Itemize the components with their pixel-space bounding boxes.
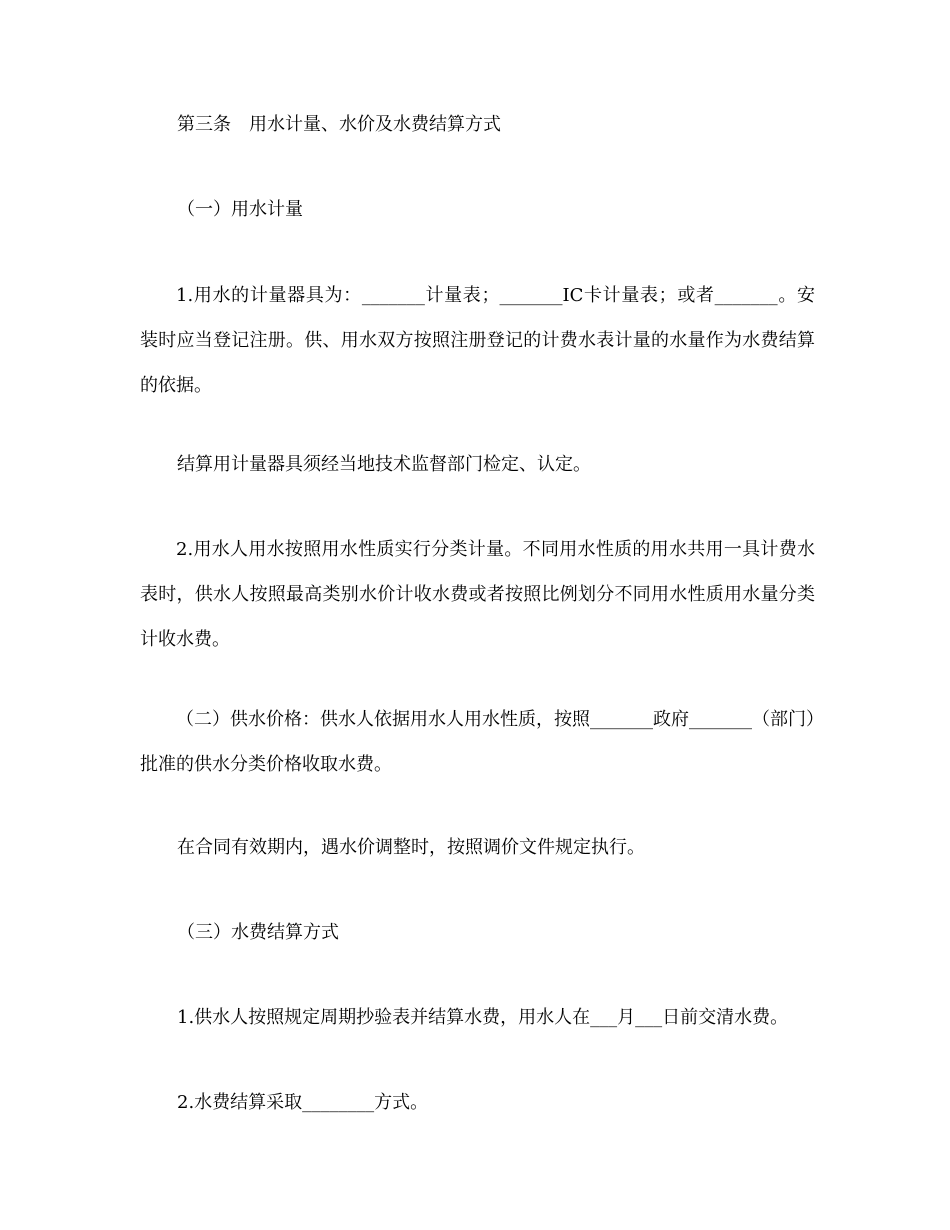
paragraph-water-price: （二）供水价格：供水人依据用水人用水性质，按照_______政府_______（部门）批准的供水分类价格收取水费。 — [140, 709, 815, 775]
section-heading-metering: （一）用水计量 — [177, 199, 303, 220]
paragraph-metering-instruments: 1.用水的计量器具为：_______计量表；_______IC卡计量表；或者_______。安装时应当登记注册。供、用水双方按照注册登记的计费水表计量的水量作为水费结算的依据。 — [140, 285, 815, 396]
paragraph-settlement-method: 2.水费结算采取________方式。 — [177, 1092, 429, 1113]
section-heading-settlement: （三）水费结算方式 — [177, 922, 339, 943]
paragraph-classified-metering: 2.用水人用水按照用水性质实行分类计量。不同用水性质的用水共用一具计费水表时，供水人按照最高类别水价计收水费或者按照比例划分不同用水性质用水量分类计收水费。 — [140, 539, 815, 650]
paragraph-price-adjustment: 在合同有效期内，遇水价调整时，按照调价文件规定执行。 — [177, 837, 645, 858]
paragraph-settlement-period: 1.供水人按照规定周期抄验表并结算水费，用水人在___月___日前交清水费。 — [177, 1007, 789, 1028]
article-title: 第三条 用水计量、水价及水费结算方式 — [177, 114, 501, 135]
paragraph-calibration-note: 结算用计量器具须经当地技术监督部门检定、认定。 — [177, 454, 591, 475]
